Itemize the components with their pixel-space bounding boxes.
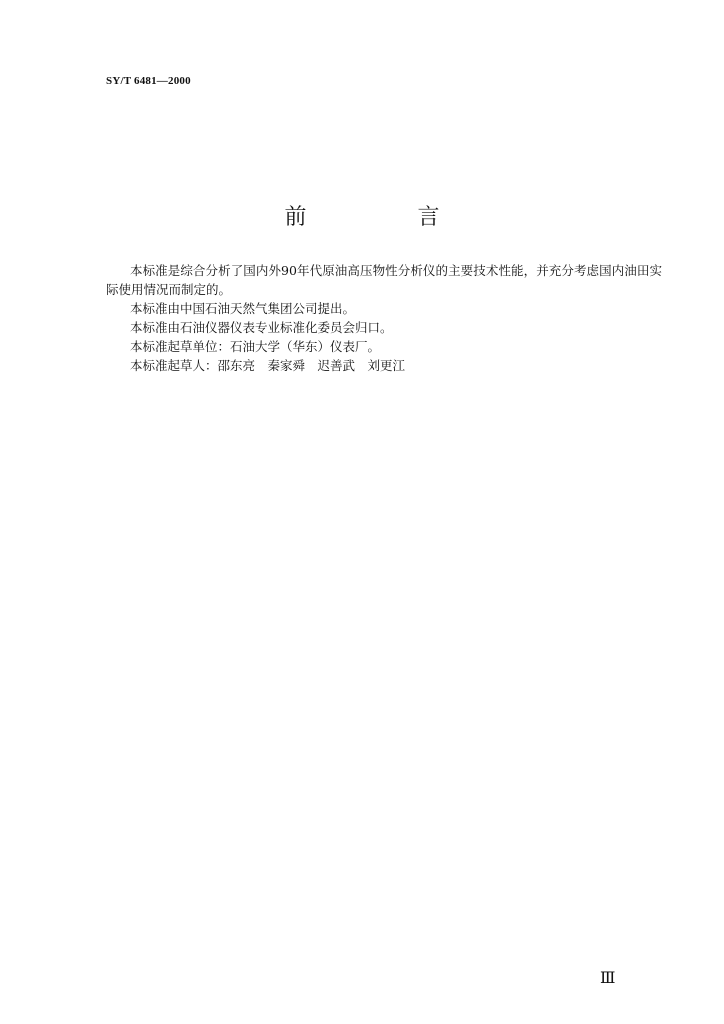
paragraph-drafting-unit: 本标准起草单位：石油大学（华东）仪表厂。 <box>130 339 381 354</box>
paragraph-summary: 本标准是综合分析了国内外90年代原油高压物性分析仪的主要技术性能，并充分考虑国内油田实际使用情况而制定的。 <box>106 263 662 297</box>
paragraph-proposer: 本标准由中国石油天然气集团公司提出。 <box>130 301 356 316</box>
foreword-body <box>106 261 662 375</box>
paragraph-drafters: 本标准起草人：邵东亮 秦家舜 迟善武 刘更江 <box>130 358 406 373</box>
paragraph-committee: 本标准由石油仪器仪表专业标准化委员会归口。 <box>130 320 393 335</box>
page-title: 前 言 <box>284 205 492 230</box>
page-number: Ⅲ <box>600 970 616 987</box>
standard-code: SY/T 6481—2000 <box>106 75 191 87</box>
